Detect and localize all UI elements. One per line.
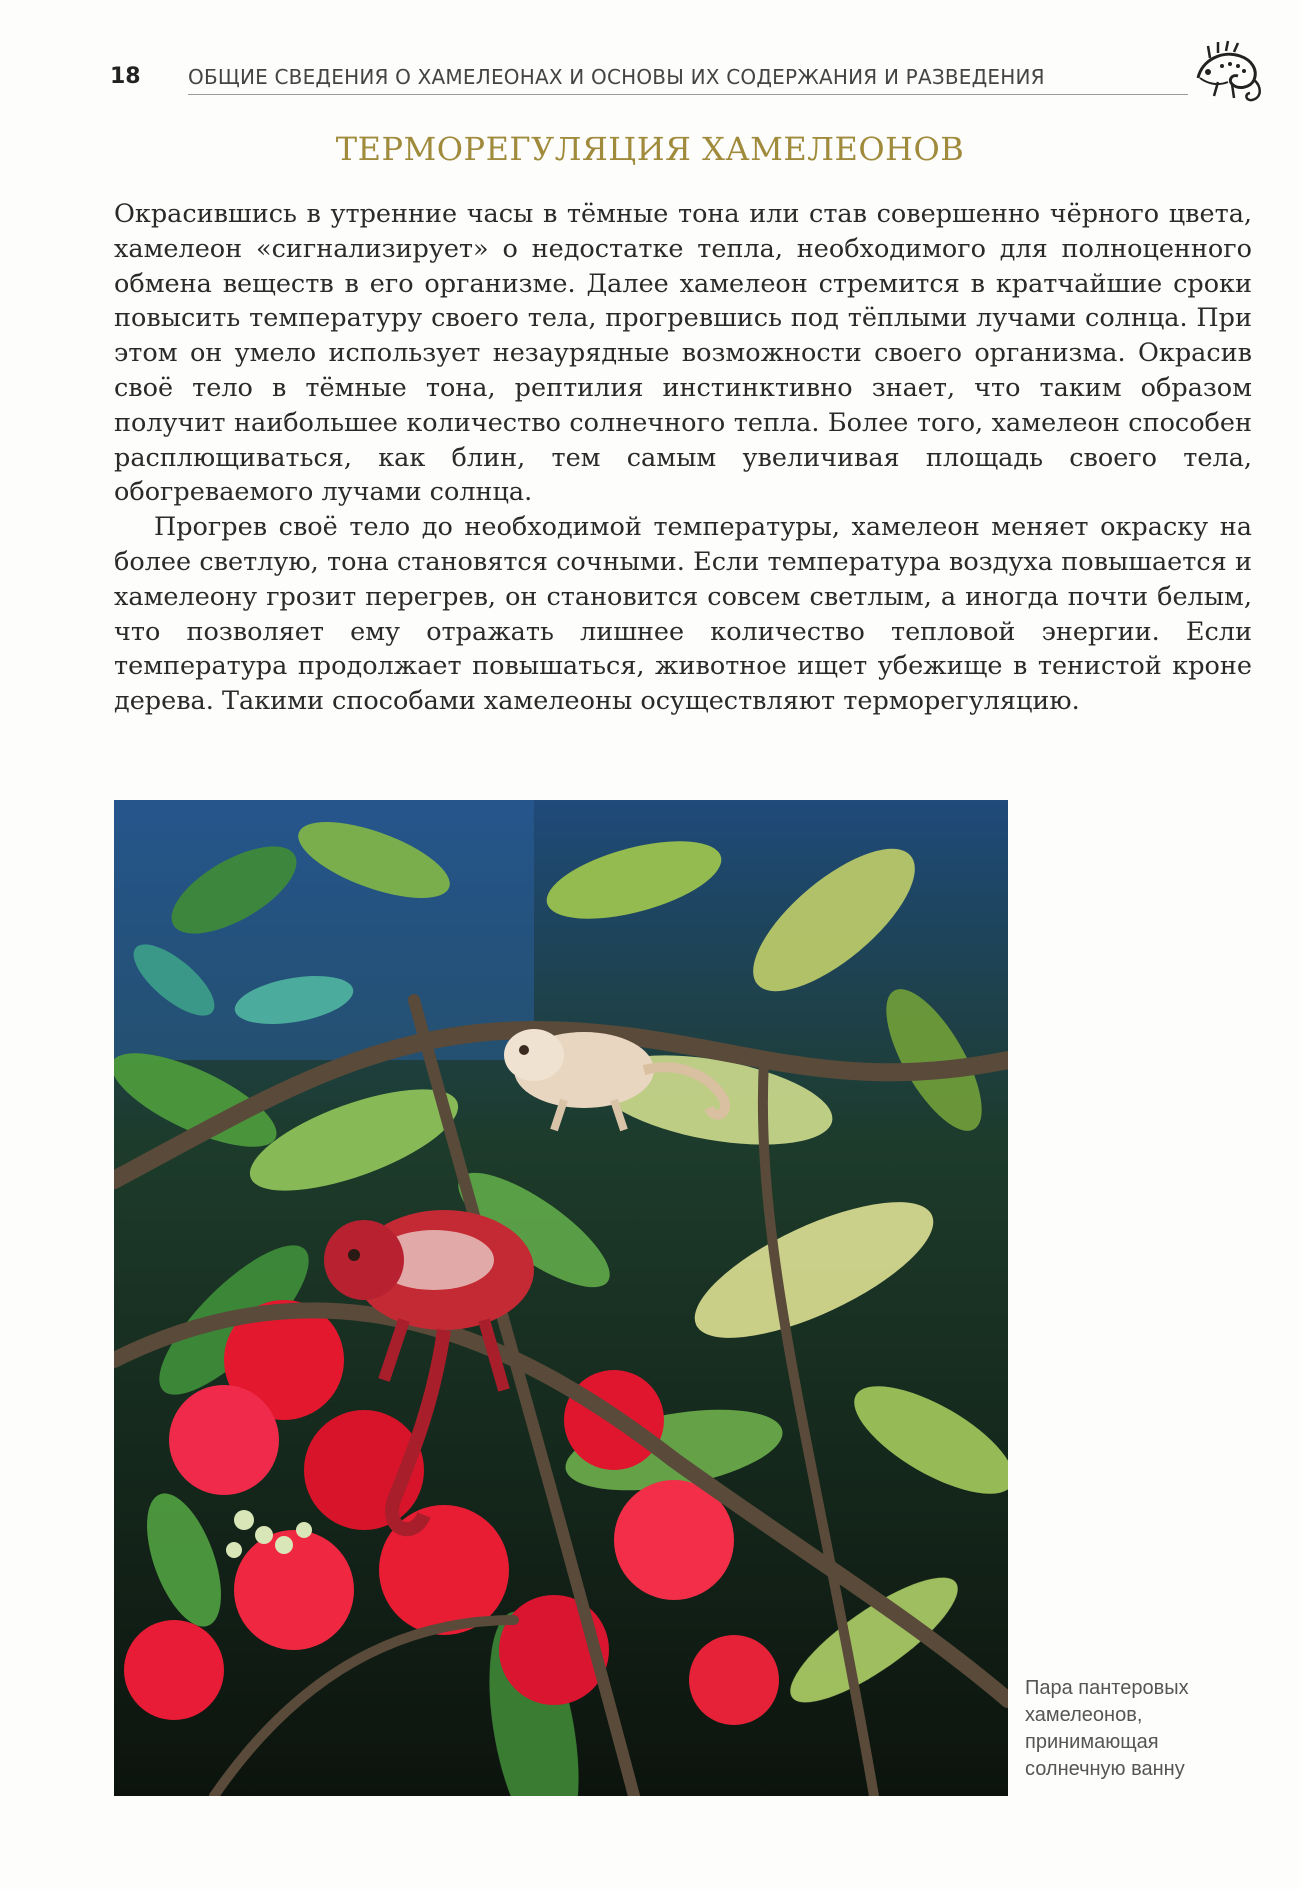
photo-caption — [1025, 1675, 1255, 1783]
caption-line: хамелеонов, — [1025, 1704, 1143, 1726]
caption-line: принимающая — [1025, 1731, 1159, 1753]
chameleon-logo-icon — [1188, 38, 1268, 110]
paragraph-1: Окрасившись в утренние часы в тёмные тона или став совершенно чёрного цвета, хамелеон «сигнализирует» о недостатке тепла, необходимого для полноценного обмена веществ в его организме. Далее хамелеон стремится в кратчайшие сроки повысить температуру своего тела, прогревшись под тёплыми лучами солнца. При этом он умело использует незаурядные возможности своего организма. Окрасив своё тело в тёмные тона, рептилия инстинктивно знает, что таким образом получит наибольшее количество солнечного тепла. Более того, хамелеон способен расплющиваться, как блин, тем самым увеличивая площадь своего тела, обогреваемого лучами солнца. — [114, 199, 1252, 508]
chameleons-photo — [114, 800, 1008, 1796]
caption-line: Пара пантеровых — [1025, 1677, 1189, 1699]
page-header — [110, 60, 1260, 100]
header-rule — [188, 94, 1188, 95]
caption-line: солнечную ванну — [1025, 1758, 1185, 1780]
body-text — [114, 197, 1252, 719]
section-title: ТЕРМОРЕГУЛЯЦИЯ ХАМЕЛЕОНОВ — [335, 130, 965, 168]
page-number: 18 — [110, 64, 141, 89]
paragraph-2: Прогрев своё тело до необходимой температуры, хамелеон меняет окраску на более светлую, тона становятся сочными. Если температура воздуха повышается и хамелеону грозит перегрев, он становится совсем светлым, а иногда почти белым, что позволяет ему отражать лишнее количество тепловой энергии. Если температура продолжает повышаться, животное ищет убежище в тенистой кроне дерева. Такими способами хамелеоны осуществляют терморегуляцию. — [114, 512, 1252, 717]
running-title: ОБЩИЕ СВЕДЕНИЯ О ХАМЕЛЕОНАХ И ОСНОВЫ ИХ СОДЕРЖАНИЯ И РАЗВЕДЕНИЯ — [188, 65, 1045, 89]
